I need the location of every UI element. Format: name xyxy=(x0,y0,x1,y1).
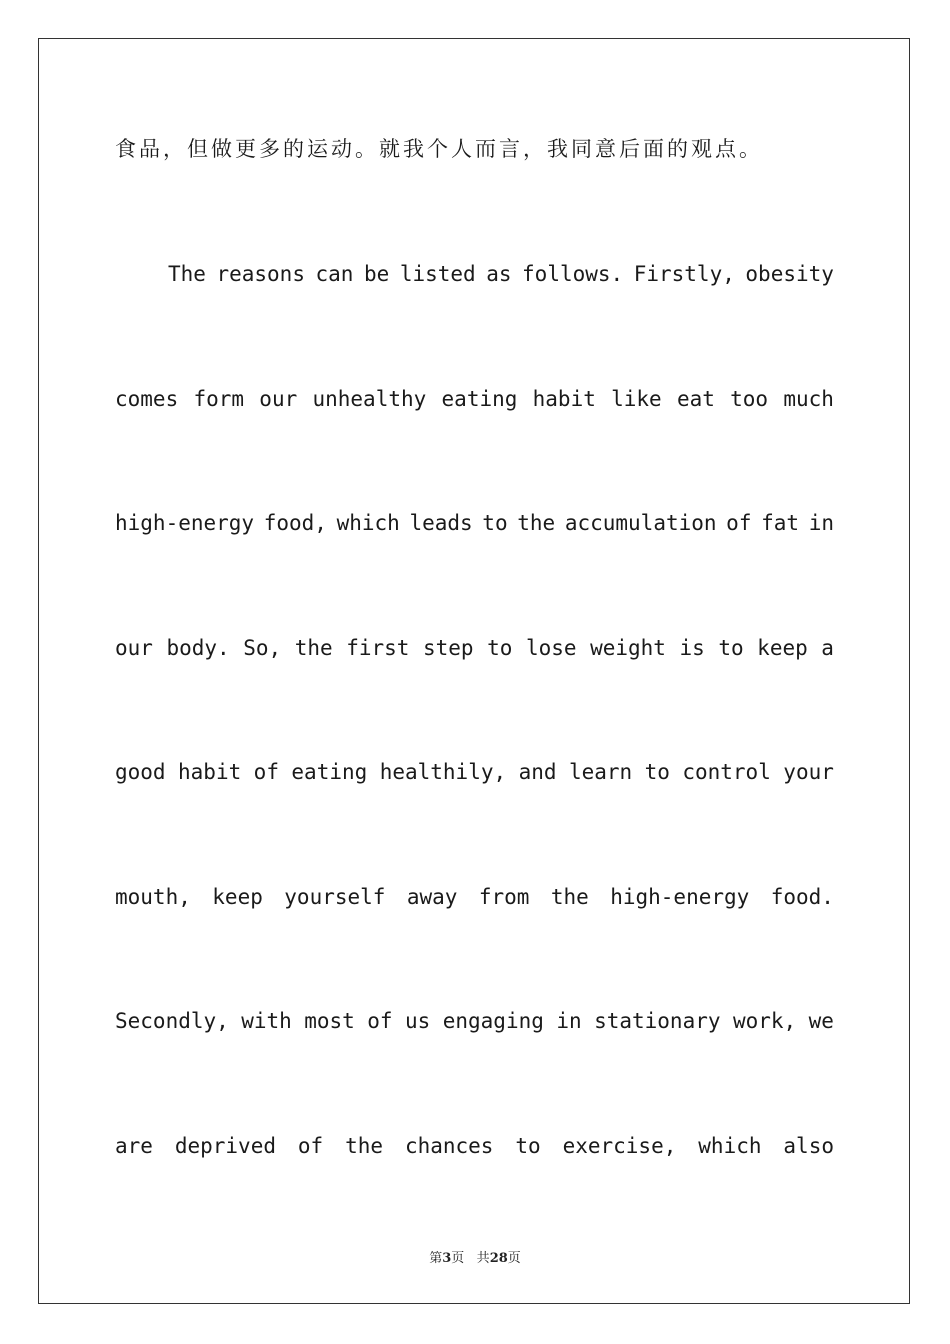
word: a xyxy=(821,636,834,660)
word: in xyxy=(808,511,834,535)
footer-total-suffix: 页 xyxy=(507,1251,521,1266)
word: also xyxy=(783,1134,834,1158)
word: deprived xyxy=(174,1134,276,1158)
word: the xyxy=(517,511,556,535)
word: the xyxy=(294,636,333,660)
word: like xyxy=(611,387,662,411)
word: engaging xyxy=(442,1009,544,1033)
word: lose xyxy=(525,636,577,660)
word: habit xyxy=(532,387,596,411)
word: to xyxy=(718,636,744,660)
word: most xyxy=(304,1009,355,1033)
text-line-1: 食品，但做更多的运动。就我个人而言，我同意后面的观点。 xyxy=(115,137,763,161)
word: leads xyxy=(409,511,473,535)
word: the xyxy=(345,1134,384,1158)
word: fat xyxy=(761,511,800,535)
text-line-5 xyxy=(115,633,834,663)
word: obesity xyxy=(745,262,834,286)
word: keep xyxy=(757,636,808,660)
word: away xyxy=(406,885,458,909)
word: unhealthy xyxy=(312,387,427,411)
word: to xyxy=(482,511,508,535)
word: with xyxy=(241,1009,292,1033)
page-footer xyxy=(0,1247,950,1266)
word: Secondly, xyxy=(115,1009,229,1033)
word: mouth, xyxy=(115,885,191,909)
word: form xyxy=(193,387,245,411)
word: high-energy xyxy=(610,885,750,909)
word: high-energy xyxy=(115,511,255,535)
word: of xyxy=(367,1009,393,1033)
word: first xyxy=(346,636,410,660)
word: and xyxy=(518,760,557,784)
word: your xyxy=(783,760,834,784)
word: stationary xyxy=(594,1009,721,1033)
text-line-8 xyxy=(115,1006,834,1036)
word: can xyxy=(315,262,354,286)
word: yourself xyxy=(284,885,386,909)
footer-page-number: 3 xyxy=(442,1251,452,1266)
word: to xyxy=(487,636,513,660)
word: comes xyxy=(115,387,179,411)
word: good xyxy=(115,760,166,784)
word: be xyxy=(363,262,390,286)
text-line-4 xyxy=(115,508,834,538)
word: our xyxy=(115,636,153,660)
word: eat xyxy=(676,387,715,411)
text-line-9 xyxy=(115,1131,834,1161)
word: eating xyxy=(441,387,518,411)
word: step xyxy=(422,636,474,660)
word: body. xyxy=(166,636,230,660)
footer-total-prefix: 共 xyxy=(476,1251,490,1266)
footer-prefix: 第 xyxy=(429,1251,443,1266)
word: of xyxy=(253,760,279,784)
text-line-2 xyxy=(115,259,834,289)
word: our xyxy=(259,387,298,411)
word: So, xyxy=(243,636,282,660)
word: Firstly, xyxy=(633,262,735,286)
footer-page-suffix: 页 xyxy=(451,1251,465,1266)
word: us xyxy=(405,1009,431,1033)
word: from xyxy=(478,885,530,909)
word: food, xyxy=(263,511,327,535)
word: is xyxy=(679,636,705,660)
text-line-6 xyxy=(115,757,834,787)
word: to xyxy=(515,1134,541,1158)
word: chances xyxy=(404,1134,494,1158)
text-line-7 xyxy=(115,882,834,912)
word: of xyxy=(726,511,752,535)
page-frame xyxy=(38,38,910,1304)
word: which xyxy=(698,1134,762,1158)
word: accumulation xyxy=(564,511,717,535)
word: food. xyxy=(770,885,834,909)
word: the xyxy=(550,885,589,909)
word: habit xyxy=(178,760,242,784)
word: reasons xyxy=(216,262,305,286)
word: The xyxy=(168,262,206,286)
word: of xyxy=(297,1134,324,1158)
word: we xyxy=(808,1009,834,1033)
word: follows. xyxy=(522,262,624,286)
word: control xyxy=(682,760,771,784)
word: as xyxy=(486,262,512,286)
word: learn xyxy=(568,760,633,784)
word: weight xyxy=(590,636,666,660)
footer-total-pages: 28 xyxy=(489,1251,508,1266)
word: much xyxy=(783,387,834,411)
word: listed xyxy=(399,262,476,286)
word: work, xyxy=(732,1009,797,1033)
word: keep xyxy=(212,885,263,909)
word: too xyxy=(730,387,769,411)
word: are xyxy=(115,1134,153,1158)
word: eating xyxy=(291,760,368,784)
word: which xyxy=(336,511,400,535)
text-line-3 xyxy=(115,384,834,414)
word: in xyxy=(556,1009,582,1033)
word: healthily, xyxy=(379,760,507,784)
word: to xyxy=(644,760,670,784)
word: exercise, xyxy=(562,1134,677,1158)
